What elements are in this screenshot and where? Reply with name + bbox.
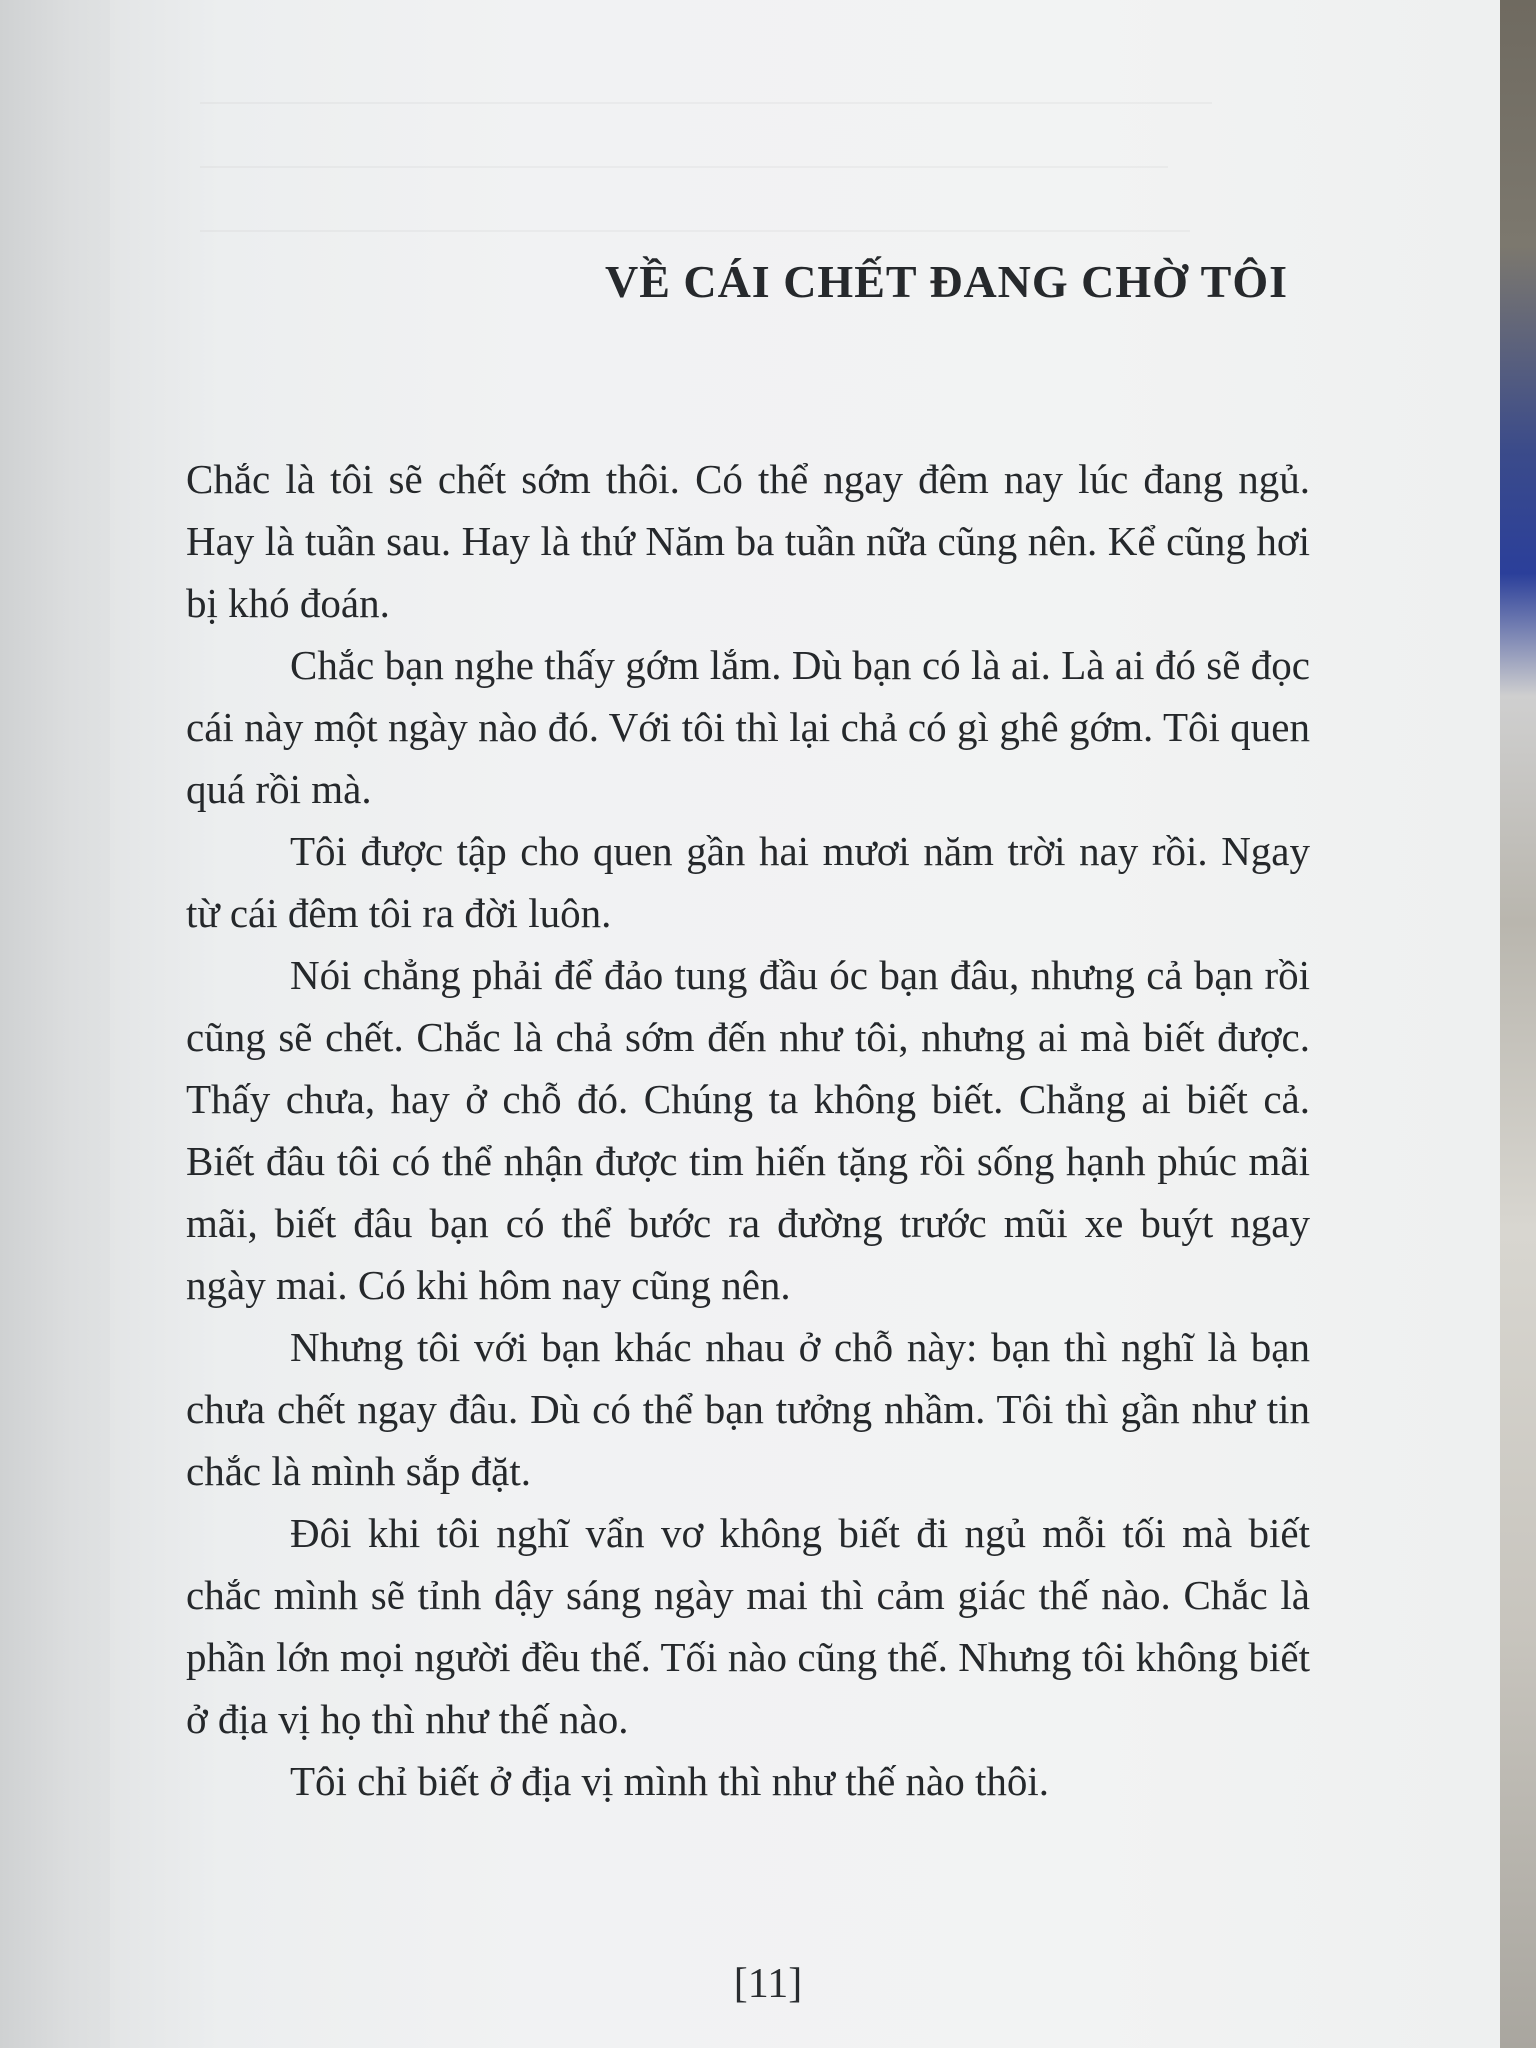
page-number: [11]	[733, 1961, 803, 2007]
paragraph-2: Chắc bạn nghe thấy gớm lắm. Dù bạn có là ai. Là ai đó sẽ đọc cái này một ngày nào đó. Với tôi thì lại chả có gì ghê gớm. Tôi quen quá rồi mà.	[186, 642, 1310, 812]
paragraph-4: Nói chẳng phải để đảo tung đầu óc bạn đâu, nhưng cả bạn rồi cũng sẽ chết. Chắc là chả sớm đến như tôi, nhưng ai mà biết được. Thấy chưa, hay ở chỗ đó. Chúng ta không biết. Chẳng ai biết cả. Biết đâu tôi có thể nhận được tim hiến tặng rồi sống hạnh phúc mãi mãi, biết đâu bạn có thể bước ra đường trước mũi xe buýt ngay ngày mai. Có khi hôm nay cũng nên.	[186, 952, 1310, 1308]
body-text	[186, 448, 1310, 1812]
chapter-title: VỀ CÁI CHẾT ĐANG CHỜ TÔI	[604, 256, 1288, 307]
paragraph-6: Đôi khi tôi nghĩ vẩn vơ không biết đi ngủ mỗi tối mà biết chắc mình sẽ tỉnh dậy sáng ngày mai thì cảm giác thế nào. Chắc là phần lớn mọi người đều thế. Tối nào cũng thế. Nhưng tôi không biết ở địa vị họ thì như thế nào.	[186, 1510, 1310, 1742]
paragraph-5: Nhưng tôi với bạn khác nhau ở chỗ này: bạn thì nghĩ là bạn chưa chết ngay đâu. Dù có thể bạn tưởng nhầm. Tôi thì gần như tin chắc là mình sắp đặt.	[186, 1324, 1310, 1494]
paragraph-7: Tôi chỉ biết ở địa vị mình thì như thế nào thôi.	[290, 1758, 1050, 1804]
show-through-texture	[200, 40, 1300, 232]
paragraph-3: Tôi được tập cho quen gần hai mươi năm trời nay rồi. Ngay từ cái đêm tôi ra đời luôn.	[186, 828, 1310, 936]
background-books	[1500, 0, 1536, 2048]
paragraph-1: Chắc là tôi sẽ chết sớm thôi. Có thể ngay đêm nay lúc đang ngủ. Hay là tuần sau. Hay là thứ Năm ba tuần nữa cũng nên. Kể cũng hơi bị khó đoán.	[186, 456, 1310, 626]
